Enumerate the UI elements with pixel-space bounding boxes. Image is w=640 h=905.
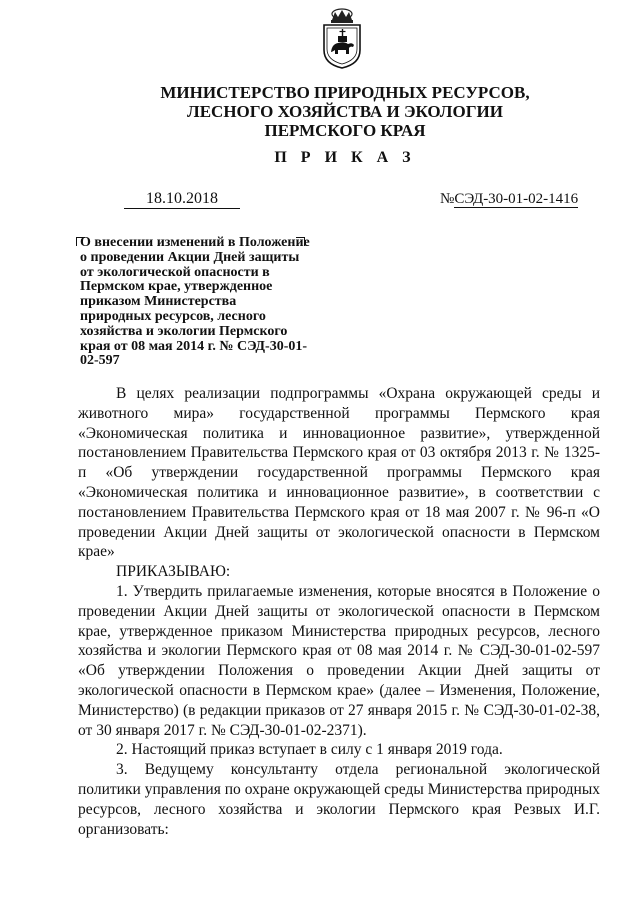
document-type: П Р И К А З [274, 149, 416, 166]
order-date: 18.10.2018 [124, 190, 240, 209]
order-number [440, 190, 578, 208]
coat-of-arms-icon [318, 8, 366, 70]
order-item-1: 1. Утвердить прилагаемые изменения, которые вносятся в Положение о проведении Акции Дней защиты от экологической опасности в Пермском крае, утвержденное приказом Министерства природных ресурсов, лесного хозяйства и экологии Пермского края от 08 мая 2014 г. № СЭД-30-01-02-597 «Об утверждении Положения о проведении Акции Дней защиты от экологической опасности в Пермском крае» (далее – Изменения, Положение, Министерство) (в редакции приказов от 27 января 2015 г. № СЭД-30-01-02-38, от 30 января 2017 г. № СЭД-30-01-02-2371). [78, 582, 600, 739]
order-number-value: СЭД-30-01-02-1416 [454, 191, 579, 207]
ministry-line-3: ПЕРМСКОГО КРАЯ [264, 121, 426, 140]
order-item-3: 3. Ведущему консультанту отдела региональной экологической политики управления по охране окружающей среды Министерства природных ресурсов, лесного хозяйства и экологии Пермского края Резвых И.Г. организовать: [78, 761, 600, 838]
document-body [78, 384, 600, 839]
order-keyword: ПРИКАЗЫВАЮ: [116, 563, 231, 581]
preamble-paragraph: В целях реализации подпрограммы «Охрана окружающей среды и животного мира» государственной программы Пермского края «Экономическая политика и инновационное развитие», утвержденной постановлением Правительства Пермского края от 03 октября 2013 г. № 1325-п «Об утверждении государственной программы Пермского края «Экономическая политика и инновационное развитие», в соответствии с постановлением Правительства Пермского края от 18 мая 2007 г. № 96-п «О проведении Акции Дней защиты от экологической опасности в Пермском крае» [78, 385, 600, 561]
number-sign: № [440, 191, 455, 207]
ministry-line-1: МИНИСТЕРСТВО ПРИРОДНЫХ РЕСУРСОВ, [160, 83, 530, 102]
ministry-name [130, 83, 560, 140]
order-item-2: 2. Настоящий приказ вступает в силу с 1 января 2019 года. [116, 741, 503, 759]
ministry-line-2: ЛЕСНОГО ХОЗЯЙСТВА И ЭКОЛОГИИ [187, 102, 503, 121]
order-subject: О внесении изменений в Положение о проведении Акции Дней защиты от экологической опасности в Пермском крае, утвержденное приказом Министерства природных ресурсов, лесного хозяйства и экологии Пермского края от 08 мая 2014 г. № СЭД-30-01-02-597 [80, 235, 310, 369]
